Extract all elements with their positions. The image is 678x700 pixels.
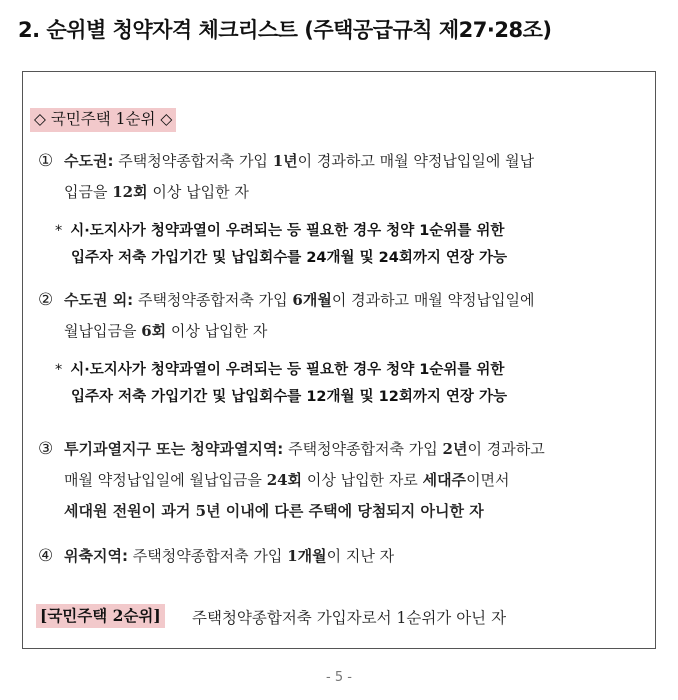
list-item — [38, 285, 650, 347]
page-title: 2. 순위별 청약자격 체크리스트 (주택공급규칙 제27·28조) — [18, 18, 552, 42]
item-emphasis: 6회 — [141, 322, 167, 340]
section-tag-first-rank: ◇ 국민주택 1순위 ◇ — [30, 108, 176, 132]
item-label: 위축지역: — [64, 547, 128, 565]
note-text: 시·도지사가 청약과열이 우려되는 등 필요한 경우 청약 1순위를 위한 — [70, 362, 505, 378]
note-marker: * — [55, 223, 63, 239]
item-text: 주택청약종합저축 가입 — [113, 152, 273, 170]
note-marker: * — [55, 362, 63, 378]
note-text: 입주자 저축 가입기간 및 납입회수를 12개월 및 12회까지 연장 가능 — [71, 389, 507, 405]
item-emphasis: 6개월 — [292, 291, 332, 309]
item-label: 투기과열지구 또는 청약과열지역: — [64, 440, 284, 458]
item-label: 수도권 외: — [64, 291, 134, 309]
item-text: 이상 납입한 자로 — [302, 471, 423, 489]
item-text: 이 지난 자 — [326, 547, 395, 565]
item-text: 이상 납입한 자 — [166, 322, 268, 340]
note-text: 입주자 저축 가입기간 및 납입회수를 24개월 및 24회까지 연장 가능 — [71, 250, 507, 266]
item-text: 입금을 — [64, 183, 113, 201]
item-number: ② — [38, 290, 54, 310]
item-number: ④ — [38, 546, 54, 566]
item-emphasis: 세대주 — [422, 471, 467, 489]
item-text: 주택청약종합저축 가입 — [283, 440, 443, 458]
item-text: 이상 납입한 자 — [147, 183, 249, 201]
item-text: 이 경과하고 매월 약정납입일에 — [331, 291, 535, 309]
item-text-bold: 세대원 전원이 과거 5년 이내에 다른 주택에 당첨되지 아니한 자 — [64, 502, 484, 520]
note — [55, 218, 651, 272]
item-number: ① — [38, 151, 54, 171]
list-item — [38, 146, 650, 208]
list-item — [38, 434, 650, 527]
item-text: 이면서 — [466, 471, 510, 489]
item-number: ③ — [38, 439, 54, 459]
item-text: 이 경과하고 매월 약정납입일에 월납 — [297, 152, 535, 170]
item-text: 주택청약종합저축 가입 — [127, 547, 288, 565]
item-emphasis: 2년 — [442, 440, 468, 458]
item-text: 매월 약정납입일에 월납입금을 — [64, 471, 267, 489]
list-item — [38, 541, 650, 572]
item-emphasis: 1년 — [272, 152, 298, 170]
note — [55, 357, 651, 411]
item-emphasis: 1개월 — [287, 547, 327, 565]
second-rank-text: 주택청약종합저축 가입자로서 1순위가 아닌 자 — [192, 609, 507, 627]
item-text: 주택청약종합저축 가입 — [133, 291, 293, 309]
item-emphasis: 12회 — [112, 183, 148, 201]
item-text: 월납입금을 — [64, 322, 142, 340]
item-emphasis: 24회 — [266, 471, 303, 489]
section-tag-second-rank: [국민주택 2순위] — [36, 604, 165, 628]
item-label: 수도권: — [64, 152, 114, 170]
page-number: - 5 - — [326, 670, 352, 685]
item-text: 이 경과하고 — [467, 440, 545, 458]
note-text: 시·도지사가 청약과열이 우려되는 등 필요한 경우 청약 1순위를 위한 — [70, 223, 505, 239]
